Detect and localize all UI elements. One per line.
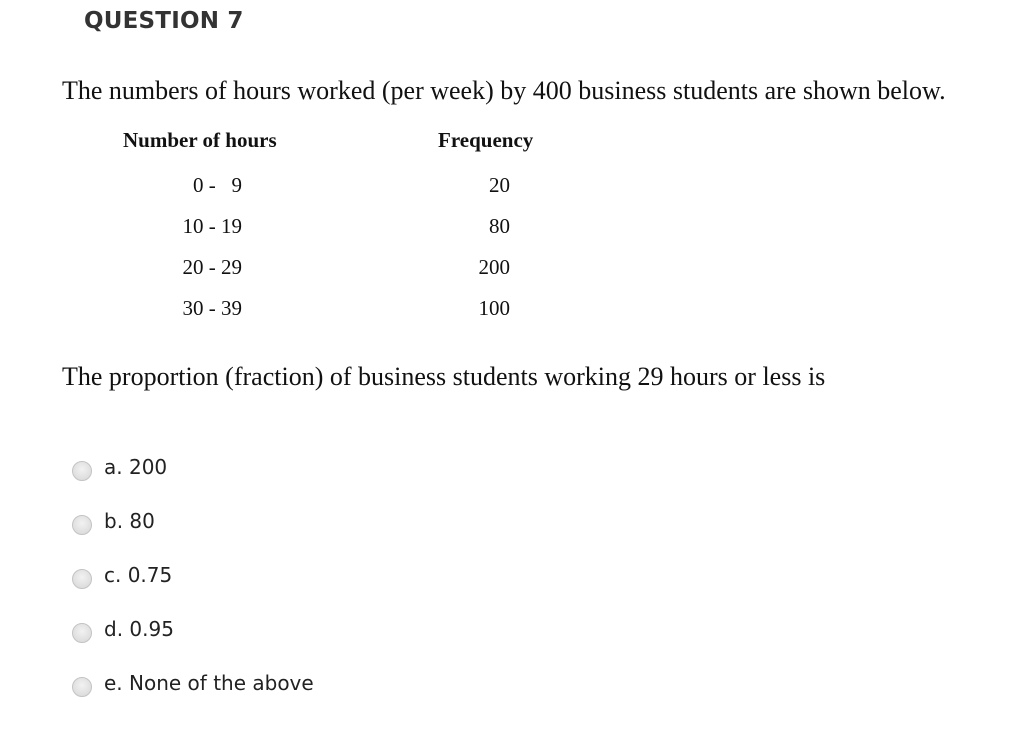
frequency-cell: 200 (478, 255, 510, 279)
option-label: e. None of the above (104, 671, 314, 695)
frequency-cell: 100 (478, 296, 510, 320)
hours-cell: 30 - 39 (182, 296, 242, 320)
option-label: c. 0.75 (104, 563, 173, 587)
option-label: d. 0.95 (104, 617, 174, 641)
question-intro: The numbers of hours worked (per week) by 400 business students are shown below. (62, 76, 946, 105)
radio-button-b[interactable] (72, 515, 92, 535)
option-d[interactable] (72, 614, 174, 644)
radio-button-d[interactable] (72, 623, 92, 643)
option-c[interactable] (72, 560, 172, 590)
option-label: b. 80 (104, 509, 155, 533)
hours-cell: 10 - 19 (182, 214, 242, 238)
radio-button-e[interactable] (72, 677, 92, 697)
frequency-cell: 20 (489, 173, 510, 197)
radio-button-a[interactable] (72, 461, 92, 481)
frequency-cell: 80 (489, 214, 510, 238)
question-title: QUESTION 7 (84, 8, 244, 34)
option-label: a. 200 (104, 455, 168, 479)
hours-cell: 20 - 29 (182, 255, 242, 279)
header-frequency: Frequency (438, 128, 534, 152)
question-prompt: The proportion (fraction) of business students working 29 hours or less is (62, 362, 826, 391)
hours-cell: 0 - 9 (193, 173, 242, 197)
header-number-of-hours: Number of hours (123, 128, 277, 152)
option-e[interactable] (72, 668, 314, 698)
option-a[interactable] (72, 452, 167, 482)
option-b[interactable] (72, 506, 155, 536)
radio-button-c[interactable] (72, 569, 92, 589)
